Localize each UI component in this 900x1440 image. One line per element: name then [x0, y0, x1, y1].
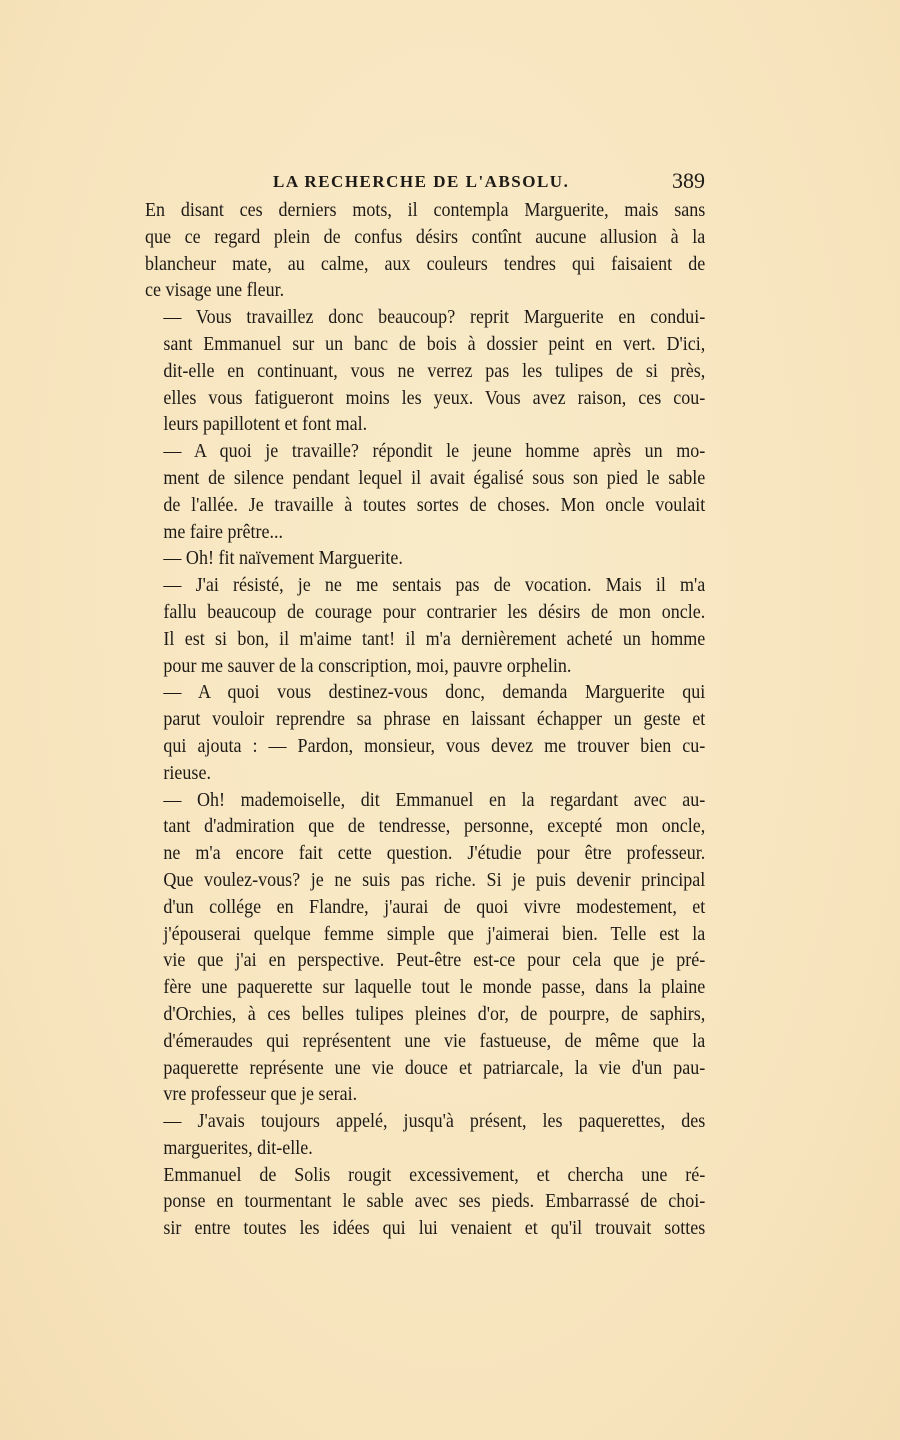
text-line: ne m'a encore fait cette question. J'étudie pour être professeur. [163, 843, 706, 865]
text-line: ce visage une fleur. [145, 280, 285, 302]
text-line: blancheur mate, au calme, aux couleurs tendres qui faisaient de [145, 253, 706, 275]
text-line: qui ajouta : — Pardon, monsieur, vous devez me trouver bien cu- [163, 735, 706, 757]
text-line: paquerette représente une vie douce et patriarcale, la vie d'un pau- [163, 1057, 706, 1079]
text-line: fère une paquerette sur laquelle tout le monde passe, dans la plaine [163, 977, 706, 999]
text-line: rieuse. [163, 762, 211, 784]
text-line: — A quoi je travaille? répondit le jeune homme après un mo- [163, 441, 706, 463]
text-line: sant Emmanuel sur un banc de bois à dossier peint en vert. D'ici, [163, 333, 706, 355]
text-line: sir entre toutes les idées qui lui venaient et qu'il trouvait sottes [163, 1218, 706, 1240]
text-line: tant d'admiration que de tendresse, personne, excepté mon oncle, [163, 816, 706, 838]
paragraph [145, 1163, 705, 1243]
text-line: dit-elle en continuant, vous ne verrez pas les tulipes de si près, [163, 360, 706, 382]
running-head [145, 168, 705, 198]
paragraph [145, 680, 705, 787]
text-line: d'un collége en Flandre, j'aurai de quoi vivre modestement, et [163, 896, 706, 918]
text-line: — Vous travaillez donc beaucoup? reprit Marguerite en condui- [163, 307, 706, 329]
text-line: Il est si bon, il m'aime tant! il m'a dernièrement acheté un homme [163, 628, 706, 650]
text-line: — Oh! fit naïvement Marguerite. [163, 548, 403, 570]
text-line: ment de silence pendant lequel il avait égalisé sous son pied le sable [163, 467, 706, 489]
text-line: vre professeur que je serai. [163, 1084, 358, 1106]
book-page [145, 168, 705, 1243]
text-line: — Oh! mademoiselle, dit Emmanuel en la regardant avec au- [163, 789, 706, 811]
text-line: leurs papillotent et font mal. [163, 414, 368, 436]
text-line: — A quoi vous destinez-vous donc, demanda Marguerite qui [163, 682, 706, 704]
text-line: j'épouserai quelque femme simple que j'aimerai bien. Telle est la [163, 923, 706, 945]
text-line: Que voulez-vous? je ne suis pas riche. Si je puis devenir principal [163, 869, 706, 891]
paragraph [145, 788, 705, 1110]
text-line: elles vous fatigueront moins les yeux. Vous avez raison, ces cou- [163, 387, 706, 409]
text-line: me faire prêtre... [163, 521, 283, 543]
text-line: de l'allée. Je travaille à toutes sortes de choses. Mon oncle voulait [163, 494, 706, 516]
text-line: d'émeraudes qui représentent une vie fastueuse, de même que la [163, 1030, 706, 1052]
text-line: parut vouloir reprendre sa phrase en laissant échapper un geste et [163, 709, 706, 731]
paragraph [145, 573, 705, 680]
text-line: vie que j'ai en perspective. Peut-être est-ce pour cela que je pré- [163, 950, 706, 972]
text-line: pour me sauver de la conscription, moi, pauvre orphelin. [163, 655, 572, 677]
text-line: Emmanuel de Solis rougit excessivement, et chercha une ré- [163, 1164, 706, 1186]
paragraph [145, 305, 705, 439]
text-line: fallu beaucoup de courage pour contrarier les désirs de mon oncle. [163, 601, 706, 623]
text-line: que ce regard plein de confus désirs contînt aucune allusion à la [145, 226, 706, 248]
paragraph [145, 546, 705, 573]
text-line: d'Orchies, à ces belles tulipes pleines d'or, de pourpre, de saphirs, [163, 1003, 706, 1025]
paragraph [145, 439, 705, 546]
body-text [145, 198, 705, 1243]
text-line: En disant ces derniers mots, il contempla Marguerite, mais sans [145, 200, 706, 221]
running-title: LA RECHERCHE DE L'ABSOLU. [273, 172, 570, 191]
page-number: 389 [672, 168, 705, 193]
text-line: — J'ai résisté, je ne me sentais pas de vocation. Mais il m'a [163, 575, 706, 597]
text-line: ponse en tourmentant le sable avec ses pieds. Embarrassé de choi- [163, 1191, 706, 1213]
text-line: — J'avais toujours appelé, jusqu'à présent, les paquerettes, des [163, 1111, 706, 1133]
text-line: marguerites, dit-elle. [163, 1137, 313, 1159]
paragraph [145, 1109, 705, 1163]
paragraph [145, 198, 705, 305]
